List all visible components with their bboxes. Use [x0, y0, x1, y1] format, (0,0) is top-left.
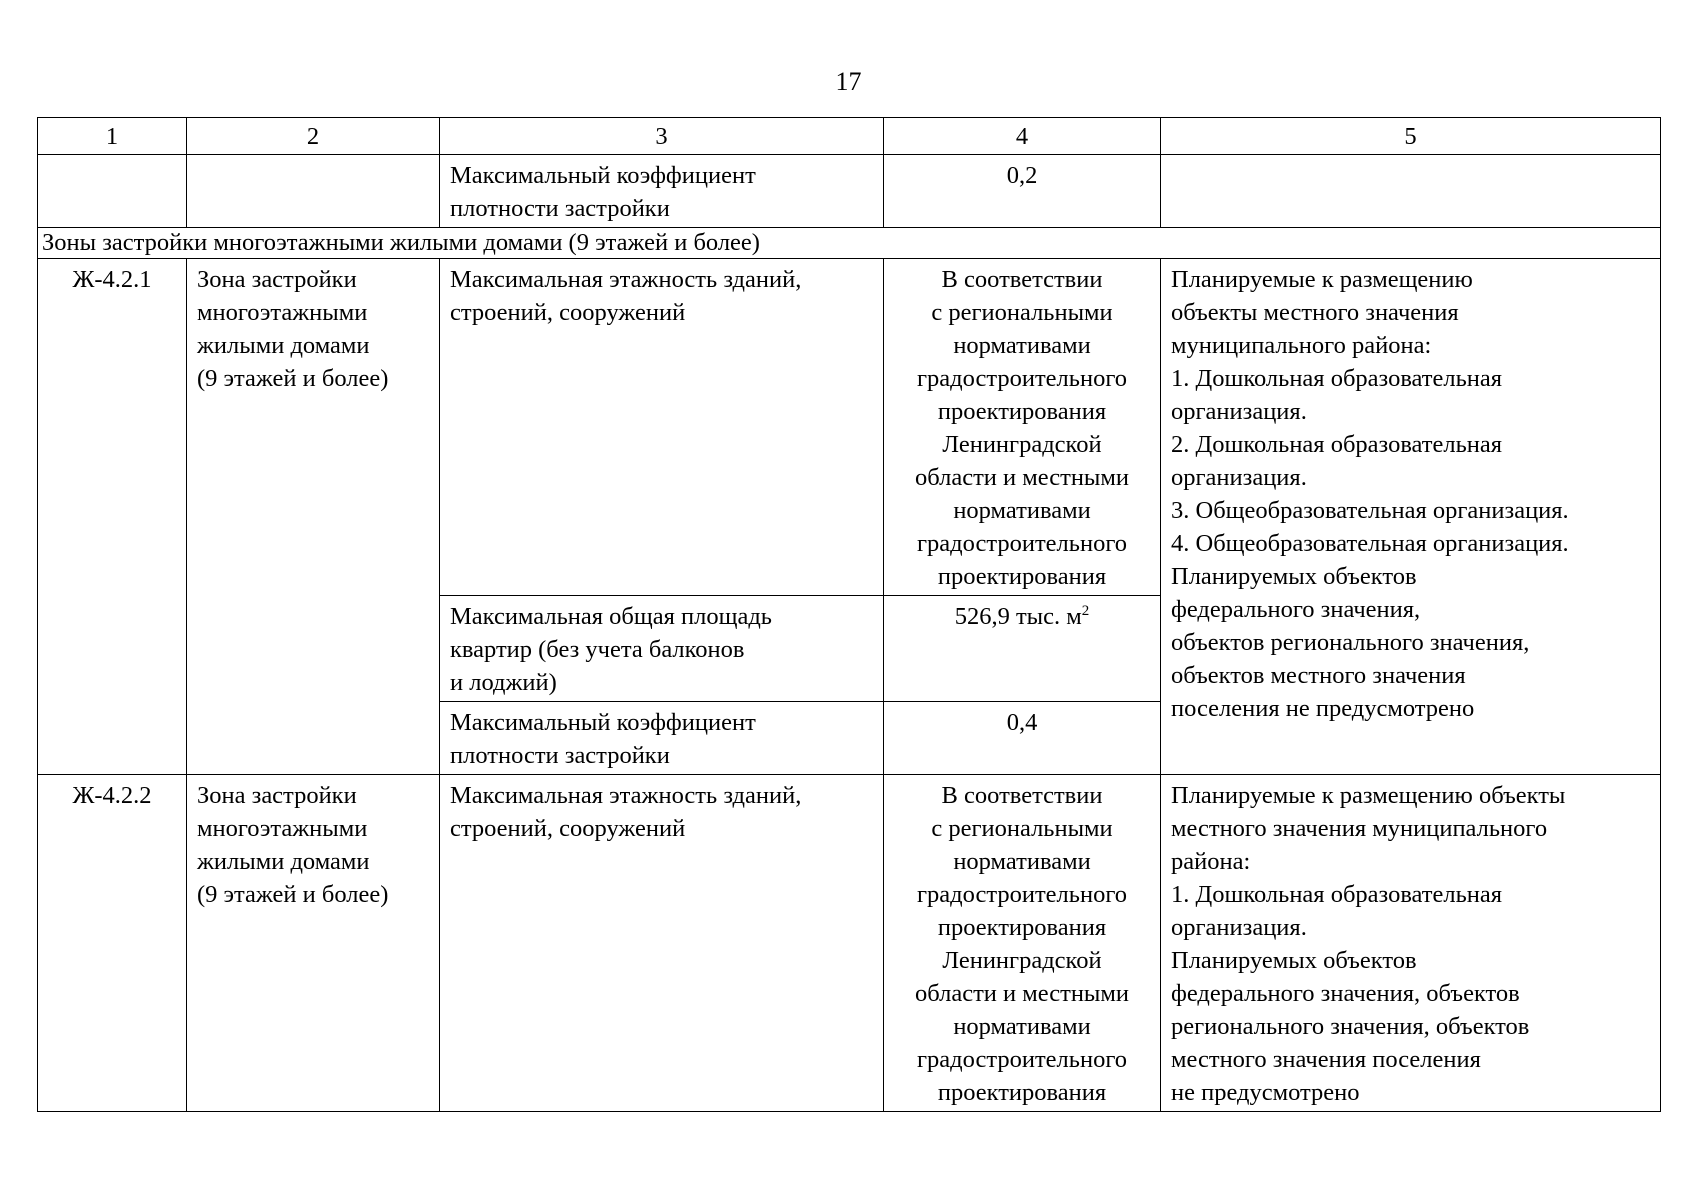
parameter-value: 526,9 тыс. м [954, 603, 1082, 630]
planned-objects: Планируемые к размещению объекты местного значения муниципального района: 1. Дошкольная образовательная организация. 2. Дошкольная образовательная организация. 3. Общеобразовательная организация. 4. Общеобразовательная организация. Планируемых объектов федерального значения, объектов регионального значения, объектов местного значения поселения не предусмотрено [1161, 259, 1661, 775]
empty-cell [187, 155, 440, 228]
column-number: 4 [884, 118, 1161, 155]
section-row [38, 228, 1661, 259]
parameter-value: 0,4 [884, 702, 1161, 775]
zone-name: Зона застройки многоэтажными жилыми домами (9 этажей и более) [187, 775, 440, 1112]
zone-code: Ж-4.2.2 [38, 775, 187, 1112]
column-number-row [38, 118, 1661, 155]
parameter-name: Максимальная общая площадь квартир (без учета балконов и лоджий) [440, 596, 884, 702]
parameter-name: Максимальная этажность зданий, строений, сооружений [440, 259, 884, 596]
column-number: 2 [187, 118, 440, 155]
parameter-name: Максимальная этажность зданий, строений, сооружений [440, 775, 884, 1112]
parameter-value: В соответствии с региональными нормативами градостроительного проектирования Ленинградской области и местными нормативами градостроительного проектирования [884, 775, 1161, 1112]
unit-exponent: 2 [1081, 603, 1090, 619]
continuation-row [38, 155, 1661, 228]
page-number: 17 [835, 67, 862, 96]
column-number: 3 [440, 118, 884, 155]
zone-name: Зона застройки многоэтажными жилыми домами (9 этажей и более) [187, 259, 440, 775]
parameter-value: В соответствии с региональными нормативами градостроительного проектирования Ленинградской области и местными нормативами градостроительного проектирования [884, 259, 1161, 596]
empty-cell [38, 155, 187, 228]
empty-cell [1161, 155, 1661, 228]
table-row [38, 775, 1661, 1112]
section-title: Зоны застройки многоэтажными жилыми домами (9 этажей и более) [38, 228, 1661, 259]
table-row [38, 259, 1661, 596]
column-number: 1 [38, 118, 187, 155]
zone-code: Ж-4.2.1 [38, 259, 187, 775]
parameter-value-cell [884, 596, 1161, 702]
planned-objects: Планируемые к размещению объекты местного значения муниципального района: 1. Дошкольная образовательная организация. Планируемых объектов федерального значения, объектов регионального значения, объектов местного значения поселения не предусмотрено [1161, 775, 1661, 1112]
zones-table [37, 117, 1661, 1112]
column-number: 5 [1161, 118, 1661, 155]
parameter-name: Максимальный коэффициент плотности застройки [440, 702, 884, 775]
parameter-name: Максимальный коэффициент плотности застройки [440, 155, 884, 228]
parameter-value: 0,2 [884, 155, 1161, 228]
